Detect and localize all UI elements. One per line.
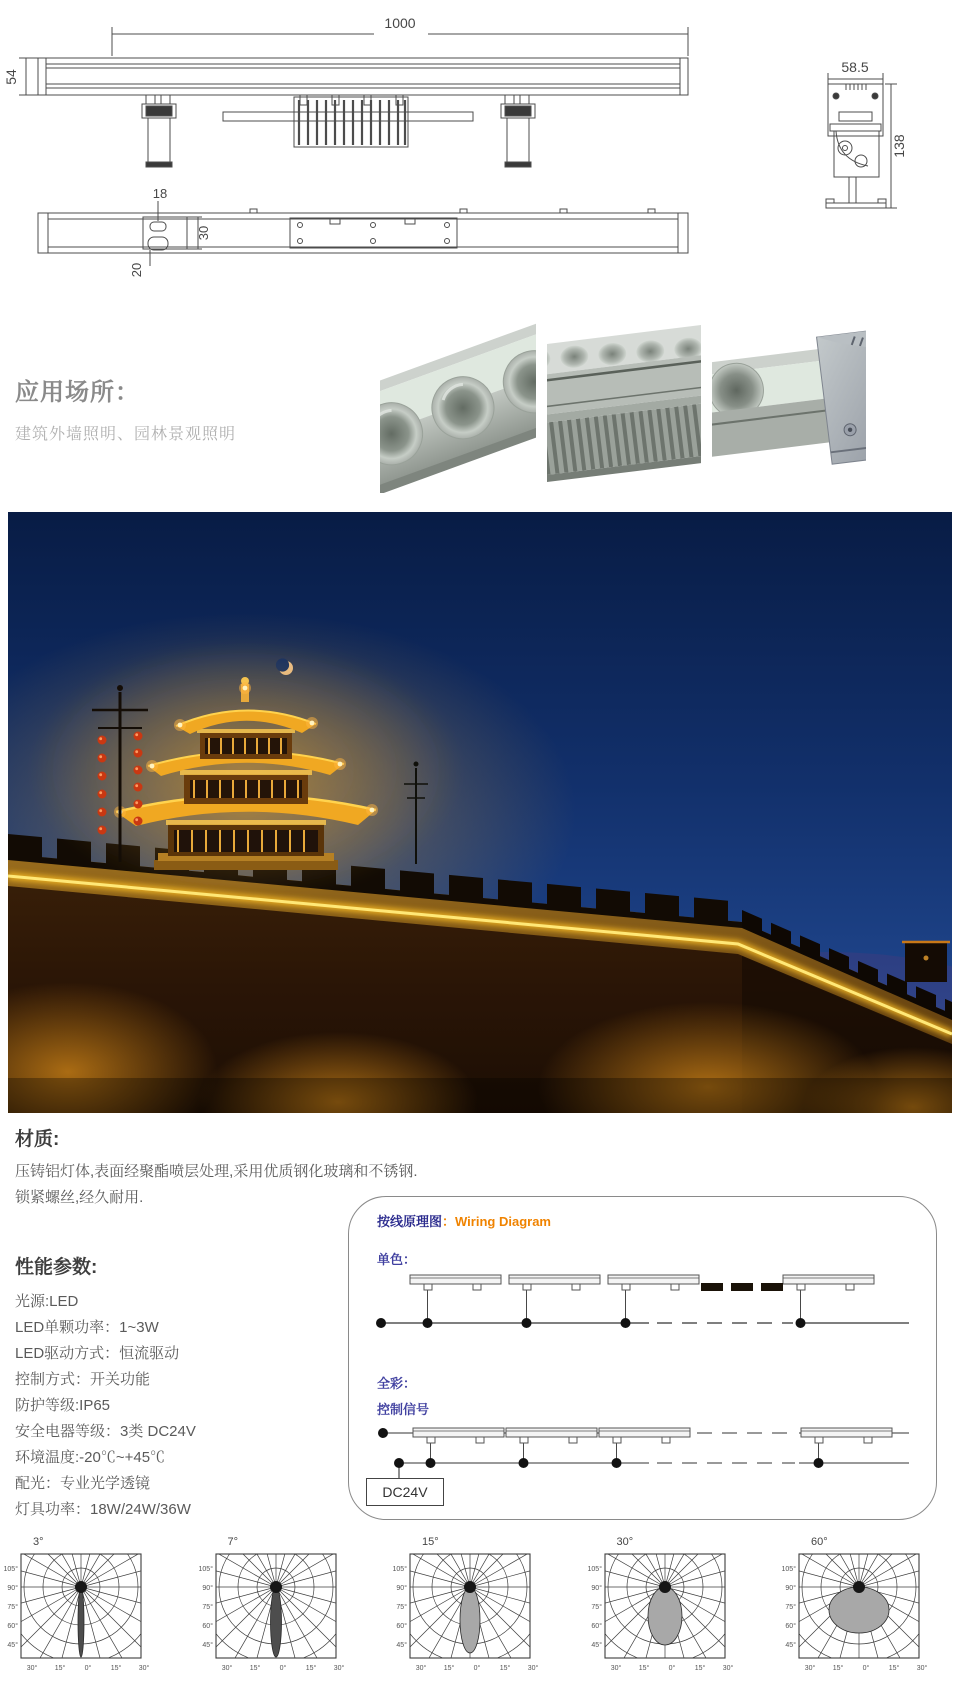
wiring-title-zh: 按线原理图 bbox=[377, 1214, 443, 1229]
photometric-chart bbox=[388, 1536, 558, 1706]
radial-axis-label: 45° bbox=[396, 1642, 407, 1649]
horizontal-axis-label: 30° bbox=[527, 1665, 539, 1672]
radial-axis-label: 45° bbox=[590, 1642, 602, 1649]
wiring-full-label: 全彩： bbox=[377, 1376, 417, 1391]
wiring-schematic bbox=[349, 1197, 936, 1519]
photometric-chart bbox=[0, 1536, 169, 1706]
radial-axis-label: 90° bbox=[7, 1585, 18, 1592]
horizontal-axis-label: 0° bbox=[84, 1665, 92, 1672]
radial-axis-label: 60° bbox=[785, 1623, 796, 1630]
radial-axis-label: 90° bbox=[201, 1585, 213, 1592]
radial-axis-label: 60° bbox=[201, 1623, 213, 1630]
radial-axis-label: 75° bbox=[785, 1604, 796, 1611]
dim-height-label: 54 bbox=[3, 69, 19, 85]
horizontal-axis-label: 30° bbox=[138, 1665, 150, 1672]
product-photo-endcap-closeup bbox=[712, 307, 866, 493]
radial-axis-label: 75° bbox=[201, 1604, 213, 1611]
material-line-1: 压铸铝灯体,表面经聚酯喷层处理,采用优质钢化玻璃和不锈钢. bbox=[15, 1163, 418, 1180]
horizontal-axis-label: 30° bbox=[722, 1665, 733, 1672]
horizontal-axis-label: 15° bbox=[638, 1665, 649, 1672]
dim-length-label: 1000 bbox=[384, 15, 416, 31]
radial-axis-label: 75° bbox=[7, 1604, 18, 1611]
product-photo-lens-closeup bbox=[380, 307, 536, 493]
horizontal-axis-label: 30° bbox=[26, 1665, 38, 1672]
wiring-title-colon: ： bbox=[442, 1214, 456, 1229]
dc24v-box: DC24V bbox=[366, 1478, 444, 1506]
horizontal-axis-label: 30° bbox=[333, 1665, 344, 1672]
wiring-single-label: 单色： bbox=[377, 1252, 417, 1267]
spec-item: LED单颗功率：1~3W bbox=[15, 1319, 159, 1336]
application-photo-city-wall-night bbox=[8, 512, 952, 1113]
radial-axis-label: 75° bbox=[396, 1604, 407, 1611]
wiring-signal-label: 控制信号 bbox=[377, 1402, 430, 1417]
application-title: 应用场所： bbox=[15, 379, 140, 406]
chart-beam-angle-label: 60° bbox=[811, 1536, 828, 1548]
photometric-charts-row bbox=[0, 1536, 960, 1706]
radial-axis-label: 60° bbox=[396, 1623, 407, 1630]
horizontal-axis-label: 15° bbox=[305, 1665, 316, 1672]
distant-turret bbox=[902, 942, 950, 982]
radial-axis-label: 105° bbox=[781, 1566, 796, 1573]
dim-slot-height-label: 30 bbox=[196, 225, 211, 241]
radial-axis-label: 90° bbox=[396, 1585, 407, 1592]
horizontal-axis-label: 15° bbox=[888, 1665, 900, 1672]
radial-axis-label: 60° bbox=[590, 1623, 602, 1630]
spec-item: 灯具功率：18W/24W/36W bbox=[15, 1501, 191, 1518]
radial-axis-label: 60° bbox=[7, 1623, 18, 1630]
technical-drawings bbox=[0, 0, 960, 285]
spec-item: 光源:LED bbox=[15, 1293, 79, 1310]
dim-side-width-label: 58.5 bbox=[841, 59, 869, 75]
spec-item: 安全电器等级：3类 DC24V bbox=[15, 1423, 196, 1440]
horizontal-axis-label: 15° bbox=[499, 1665, 511, 1672]
radial-axis-label: 105° bbox=[198, 1566, 213, 1573]
dim-slot-width-label: 18 bbox=[152, 186, 168, 201]
wiring-title-en: Wiring Diagram bbox=[455, 1214, 551, 1229]
radial-axis-label: 45° bbox=[785, 1642, 796, 1649]
radial-axis-label: 90° bbox=[785, 1585, 796, 1592]
radial-axis-label: 45° bbox=[7, 1642, 18, 1649]
dim-hole-label: 20 bbox=[129, 262, 144, 278]
application-block bbox=[15, 372, 236, 444]
horizontal-axis-label: 15° bbox=[54, 1665, 66, 1672]
horizontal-axis-label: 30° bbox=[415, 1665, 427, 1672]
horizontal-axis-label: 30° bbox=[804, 1665, 816, 1672]
spec-item: 环境温度:-20℃~+45℃ bbox=[15, 1449, 166, 1466]
chart-beam-angle-label: 15° bbox=[422, 1536, 439, 1548]
product-photo-heatsink-closeup bbox=[547, 307, 701, 493]
photometric-chart bbox=[194, 1536, 364, 1706]
chart-beam-angle-label: 7° bbox=[227, 1536, 239, 1548]
horizontal-axis-label: 30° bbox=[221, 1665, 232, 1672]
radial-axis-label: 105° bbox=[3, 1566, 18, 1573]
wiring-diagram-panel bbox=[348, 1196, 937, 1520]
horizontal-axis-label: 15° bbox=[110, 1665, 122, 1672]
performance-title: 性能参数: bbox=[15, 1257, 98, 1278]
pagoda-tower bbox=[31, 640, 461, 900]
spec-item: 配光：专业光学透镜 bbox=[15, 1475, 151, 1492]
spec-item: LED驱动方式：恒流驱动 bbox=[15, 1345, 180, 1362]
chart-beam-angle-label: 30° bbox=[616, 1536, 634, 1548]
chart-beam-angle-label: 3° bbox=[33, 1536, 44, 1548]
horizontal-axis-label: 15° bbox=[832, 1665, 844, 1672]
radial-axis-label: 105° bbox=[392, 1566, 407, 1573]
horizontal-axis-label: 15° bbox=[694, 1665, 705, 1672]
radial-axis-label: 90° bbox=[590, 1585, 602, 1592]
horizontal-axis-label: 0° bbox=[862, 1665, 870, 1672]
spec-item: 防护等级:IP65 bbox=[15, 1397, 111, 1414]
horizontal-axis-label: 15° bbox=[443, 1665, 455, 1672]
spec-item: 控制方式：开关功能 bbox=[15, 1371, 151, 1388]
radial-axis-label: 45° bbox=[201, 1642, 213, 1649]
material-line-2: 锁紧螺丝,经久耐用. bbox=[15, 1189, 144, 1206]
horizontal-axis-label: 0° bbox=[473, 1665, 481, 1672]
horizontal-axis-label: 15° bbox=[249, 1665, 260, 1672]
photometric-chart bbox=[583, 1536, 753, 1706]
radial-axis-label: 75° bbox=[590, 1604, 602, 1611]
radial-axis-label: 105° bbox=[587, 1566, 602, 1573]
application-desc: 建筑外墙照明、园林景观照明 bbox=[15, 426, 237, 443]
horizontal-axis-label: 0° bbox=[279, 1665, 286, 1672]
horizontal-axis-label: 0° bbox=[668, 1665, 675, 1672]
dim-side-height-label: 138 bbox=[891, 134, 907, 158]
material-title: 材质: bbox=[15, 1129, 60, 1150]
performance-block bbox=[15, 1252, 196, 1523]
horizontal-axis-label: 30° bbox=[916, 1665, 928, 1672]
photometric-chart bbox=[777, 1536, 947, 1706]
horizontal-axis-label: 30° bbox=[610, 1665, 621, 1672]
